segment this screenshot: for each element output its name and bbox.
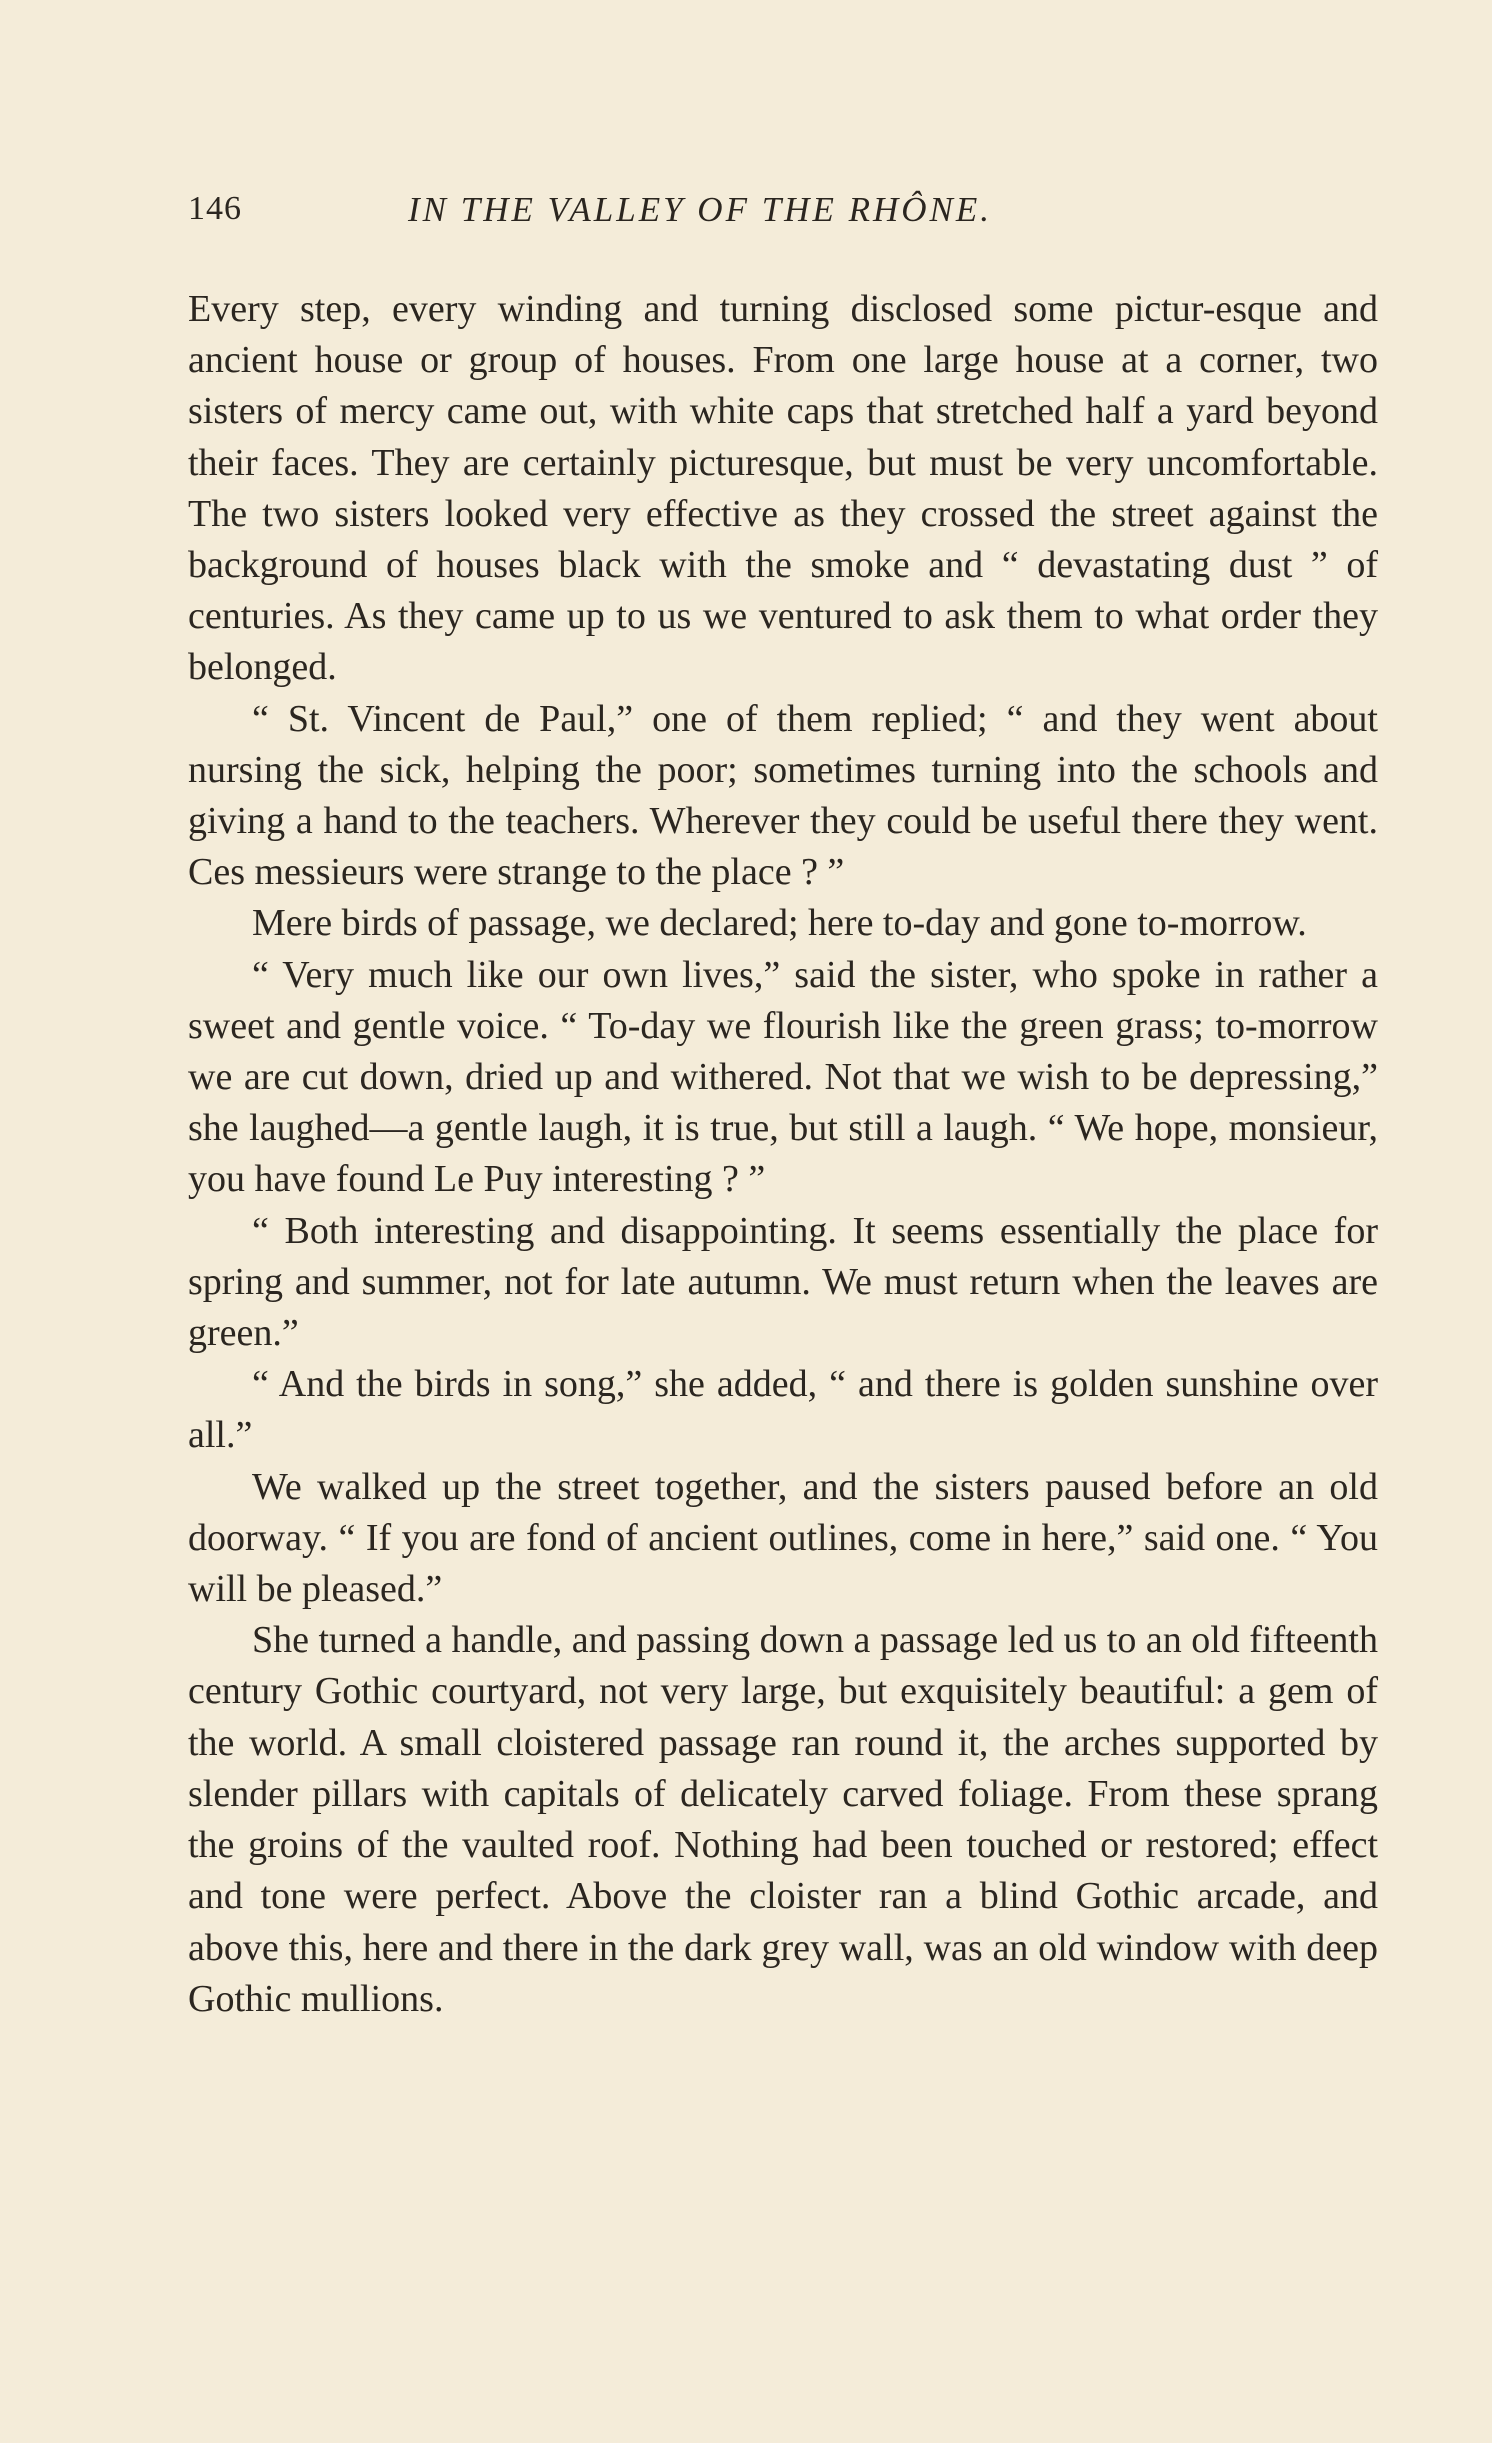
- paragraph: “ St. Vincent de Paul,” one of them replied; “ and they went about nursing the sick, helping the poor; sometimes turning into the schools and giving a hand to the teachers. Wherever they could be useful there they went. Ces messieurs were strange to the place ? ”: [188, 697, 1378, 894]
- paragraph: Mere birds of passage, we declared; here to-day and gone to-morrow.: [252, 902, 1307, 945]
- paragraph: “ Very much like our own lives,” said the sister, who spoke in rather a sweet and gentle voice. “ To-day we flourish like the green grass; to-morrow we are cut down, dried up and withered. Not that we wish to be depressing,” she laughed—a gentle laugh, it is true, but still a laugh. “ We hope, monsieur, you have found Le Puy interesting ? ”: [188, 953, 1378, 1201]
- paragraph: She turned a handle, and passing down a passage led us to an old fifteenth century Gothic courtyard, not very large, but exquisitely beautiful: a gem of the world. A small cloistered passage ran round it, the arches supported by slender pillars with capitals of delicately carved foliage. From these sprang the groins of the vaulted roof. Nothing had been touched or restored; effect and tone were perfect. Above the cloister ran a blind Gothic arcade, and above this, here and there in the dark grey wall, was an old window with deep Gothic mullions.: [188, 1619, 1378, 2020]
- paragraph: Every step, every winding and turning disclosed some pictur-esque and ancient house or group of houses. From one large house at a corner, two sisters of mercy came out, with white caps that stretched half a yard beyond their faces. They are certainly picturesque, but must be very uncomfortable. The two sisters looked very effective as they crossed the street against the background of houses black with the smoke and “ devastating dust ” of centuries. As they came up to us we ventured to ask them to what order they belonged.: [188, 288, 1378, 689]
- running-title: IN THE VALLEY OF THE RHÔNE.: [408, 190, 992, 229]
- body-text: [188, 284, 1378, 2025]
- running-head: [188, 190, 1378, 250]
- paragraph: “ And the birds in song,” she added, “ and there is golden sunshine over all.”: [188, 1363, 1378, 1457]
- paragraph: “ Both interesting and disappointing. It seems essentially the place for spring and summer, not for late autumn. We must return when the leaves are green.”: [188, 1209, 1378, 1355]
- paragraph: We walked up the street together, and the sisters paused before an old doorway. “ If you are fond of ancient outlines, come in here,” said one. “ You will be pleased.”: [188, 1465, 1378, 1611]
- page-number: 146: [188, 190, 242, 227]
